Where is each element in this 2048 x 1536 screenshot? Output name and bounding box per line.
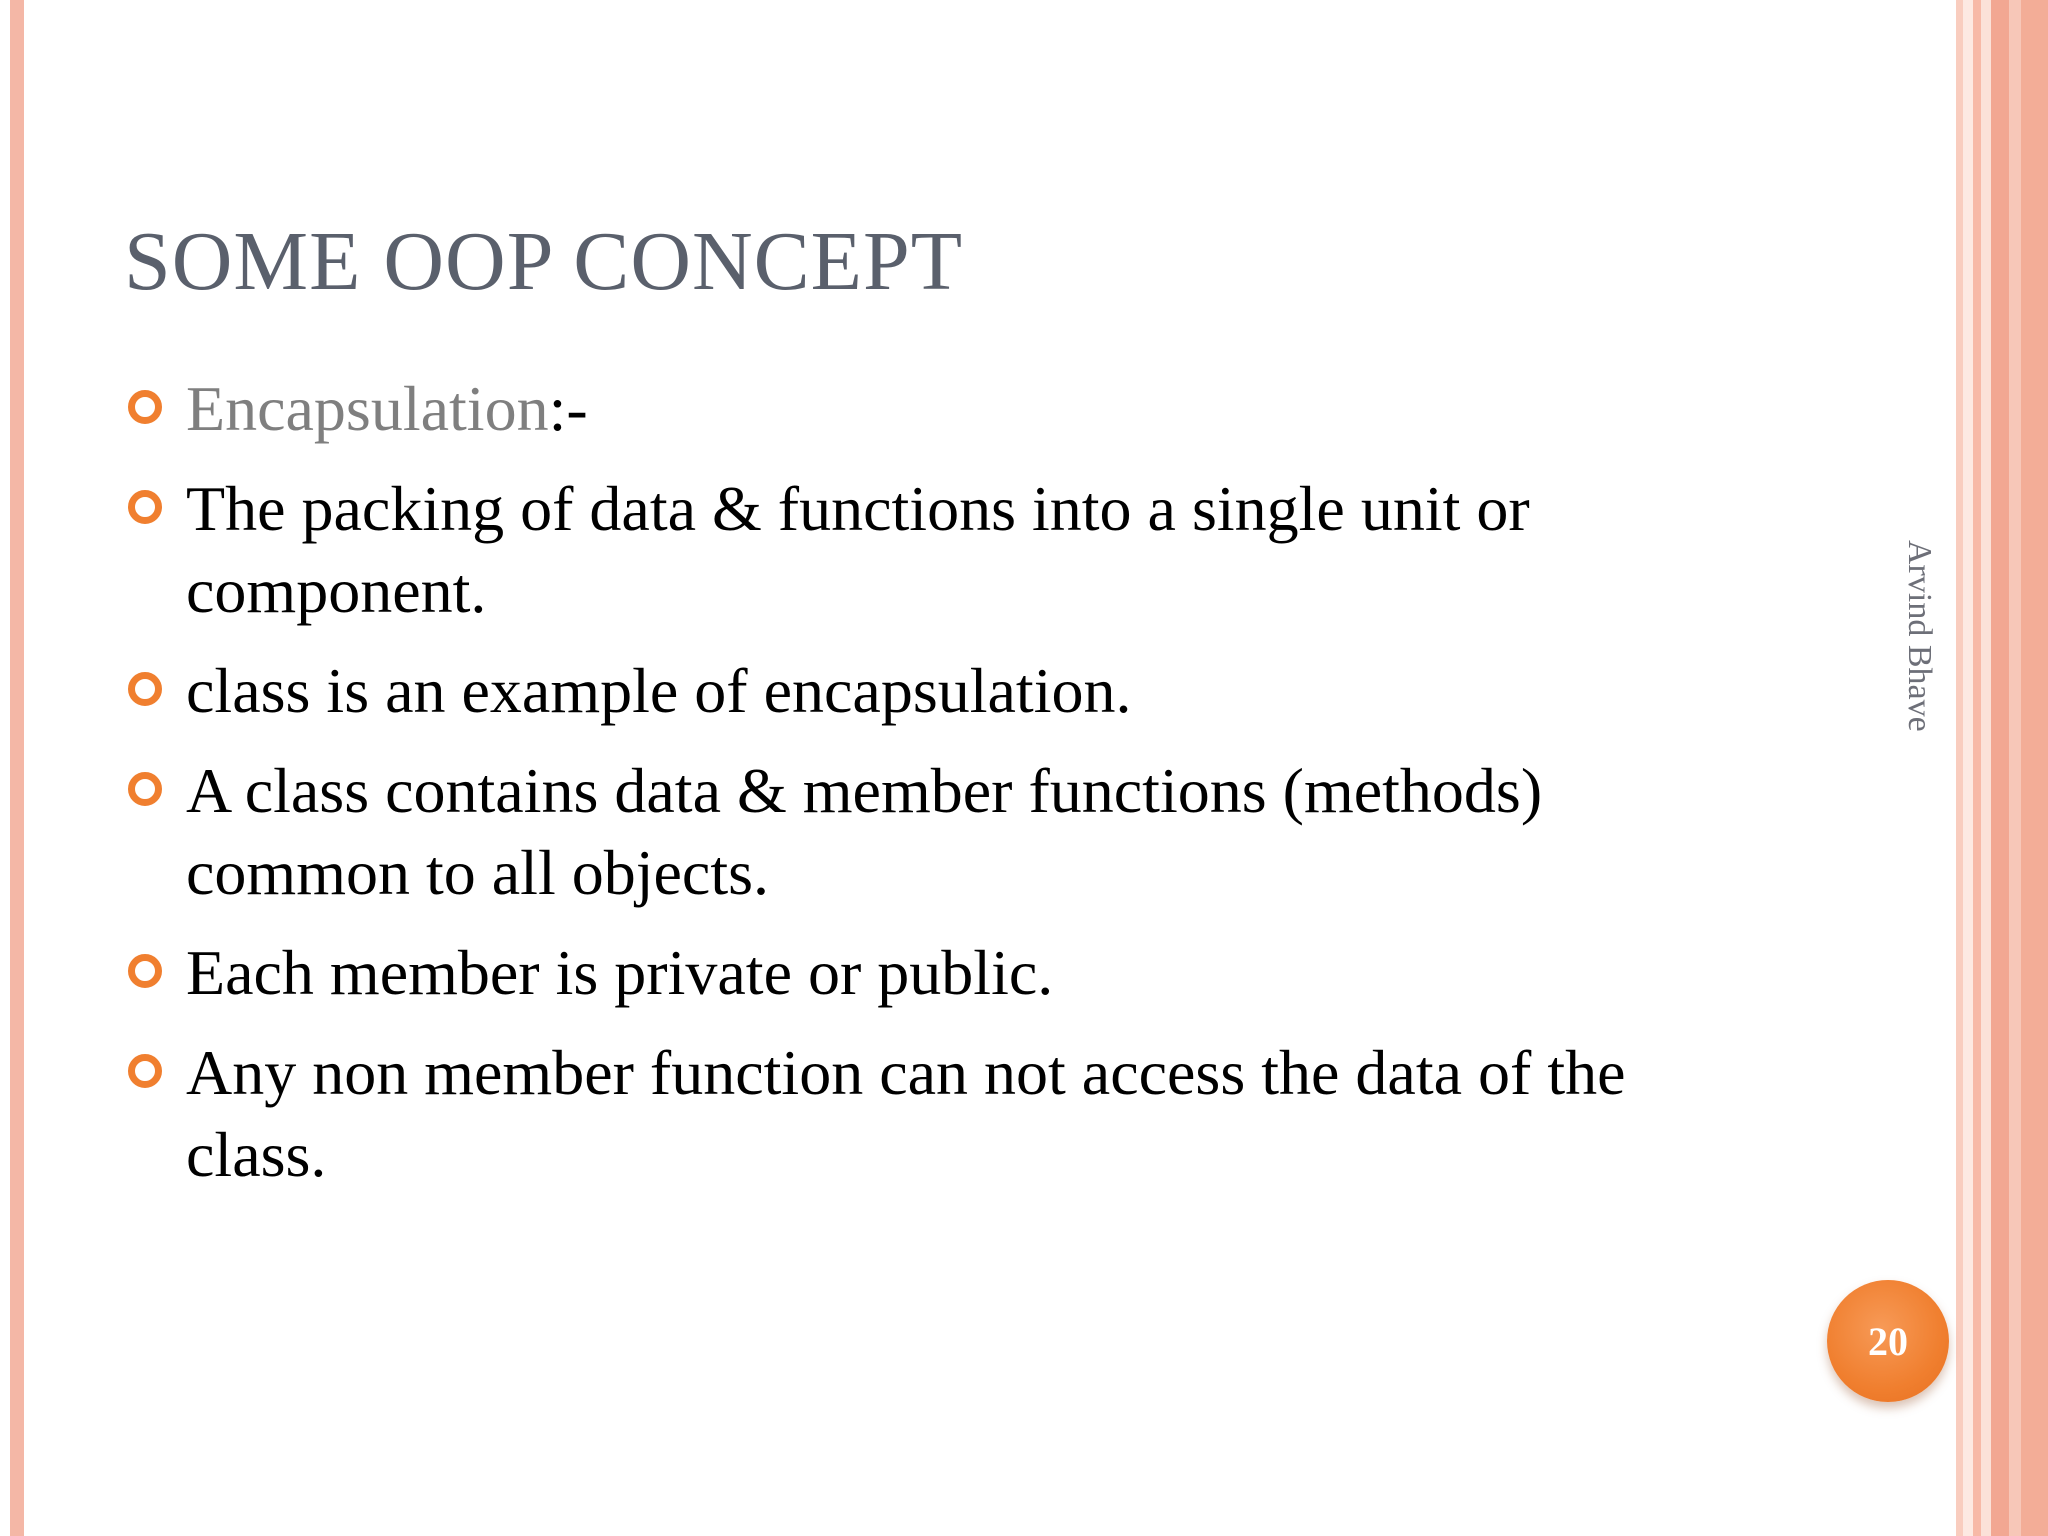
slide-title: SOME OOP CONCEPT	[124, 215, 964, 308]
bullet-item	[124, 750, 1764, 914]
page-number: 20	[1868, 1318, 1908, 1364]
right-border-stripe	[1981, 0, 1991, 1536]
left-border-stripe	[10, 0, 24, 1536]
author-footer: Arvind Bhave	[1901, 540, 1938, 732]
bullet-item	[124, 650, 1764, 732]
bullet-text: Any non member function can not access the data of the class.	[186, 1037, 1626, 1190]
circle-bullet-icon	[128, 954, 162, 988]
right-border-stripe	[1963, 0, 1973, 1536]
bullet-item	[124, 468, 1764, 632]
circle-bullet-icon	[128, 772, 162, 806]
bullet-item	[124, 368, 1764, 450]
bullet-list	[124, 368, 1764, 1214]
page-number-badge	[1827, 1280, 1949, 1402]
bullet-text: The packing of data & functions into a single unit or component.	[186, 473, 1530, 626]
bullet-item	[124, 932, 1764, 1014]
bullet-text: A class contains data & member functions (methods) common to all objects.	[186, 755, 1543, 908]
bullet-item	[124, 1032, 1764, 1196]
right-border-stripe	[1973, 0, 1981, 1536]
circle-bullet-icon	[128, 672, 162, 706]
bullet-text: class is an example of encapsulation.	[186, 655, 1132, 726]
right-border-stripe	[2021, 0, 2048, 1536]
right-border-stripe	[2009, 0, 2021, 1536]
bullet-highlight: Encapsulation	[186, 373, 549, 444]
circle-bullet-icon	[128, 490, 162, 524]
right-border-stripe	[1956, 0, 1963, 1536]
right-border-stripe	[1991, 0, 2009, 1536]
bullet-text: Each member is private or public.	[186, 937, 1054, 1008]
circle-bullet-icon	[128, 390, 162, 424]
circle-bullet-icon	[128, 1054, 162, 1088]
bullet-text: :-	[548, 373, 588, 444]
